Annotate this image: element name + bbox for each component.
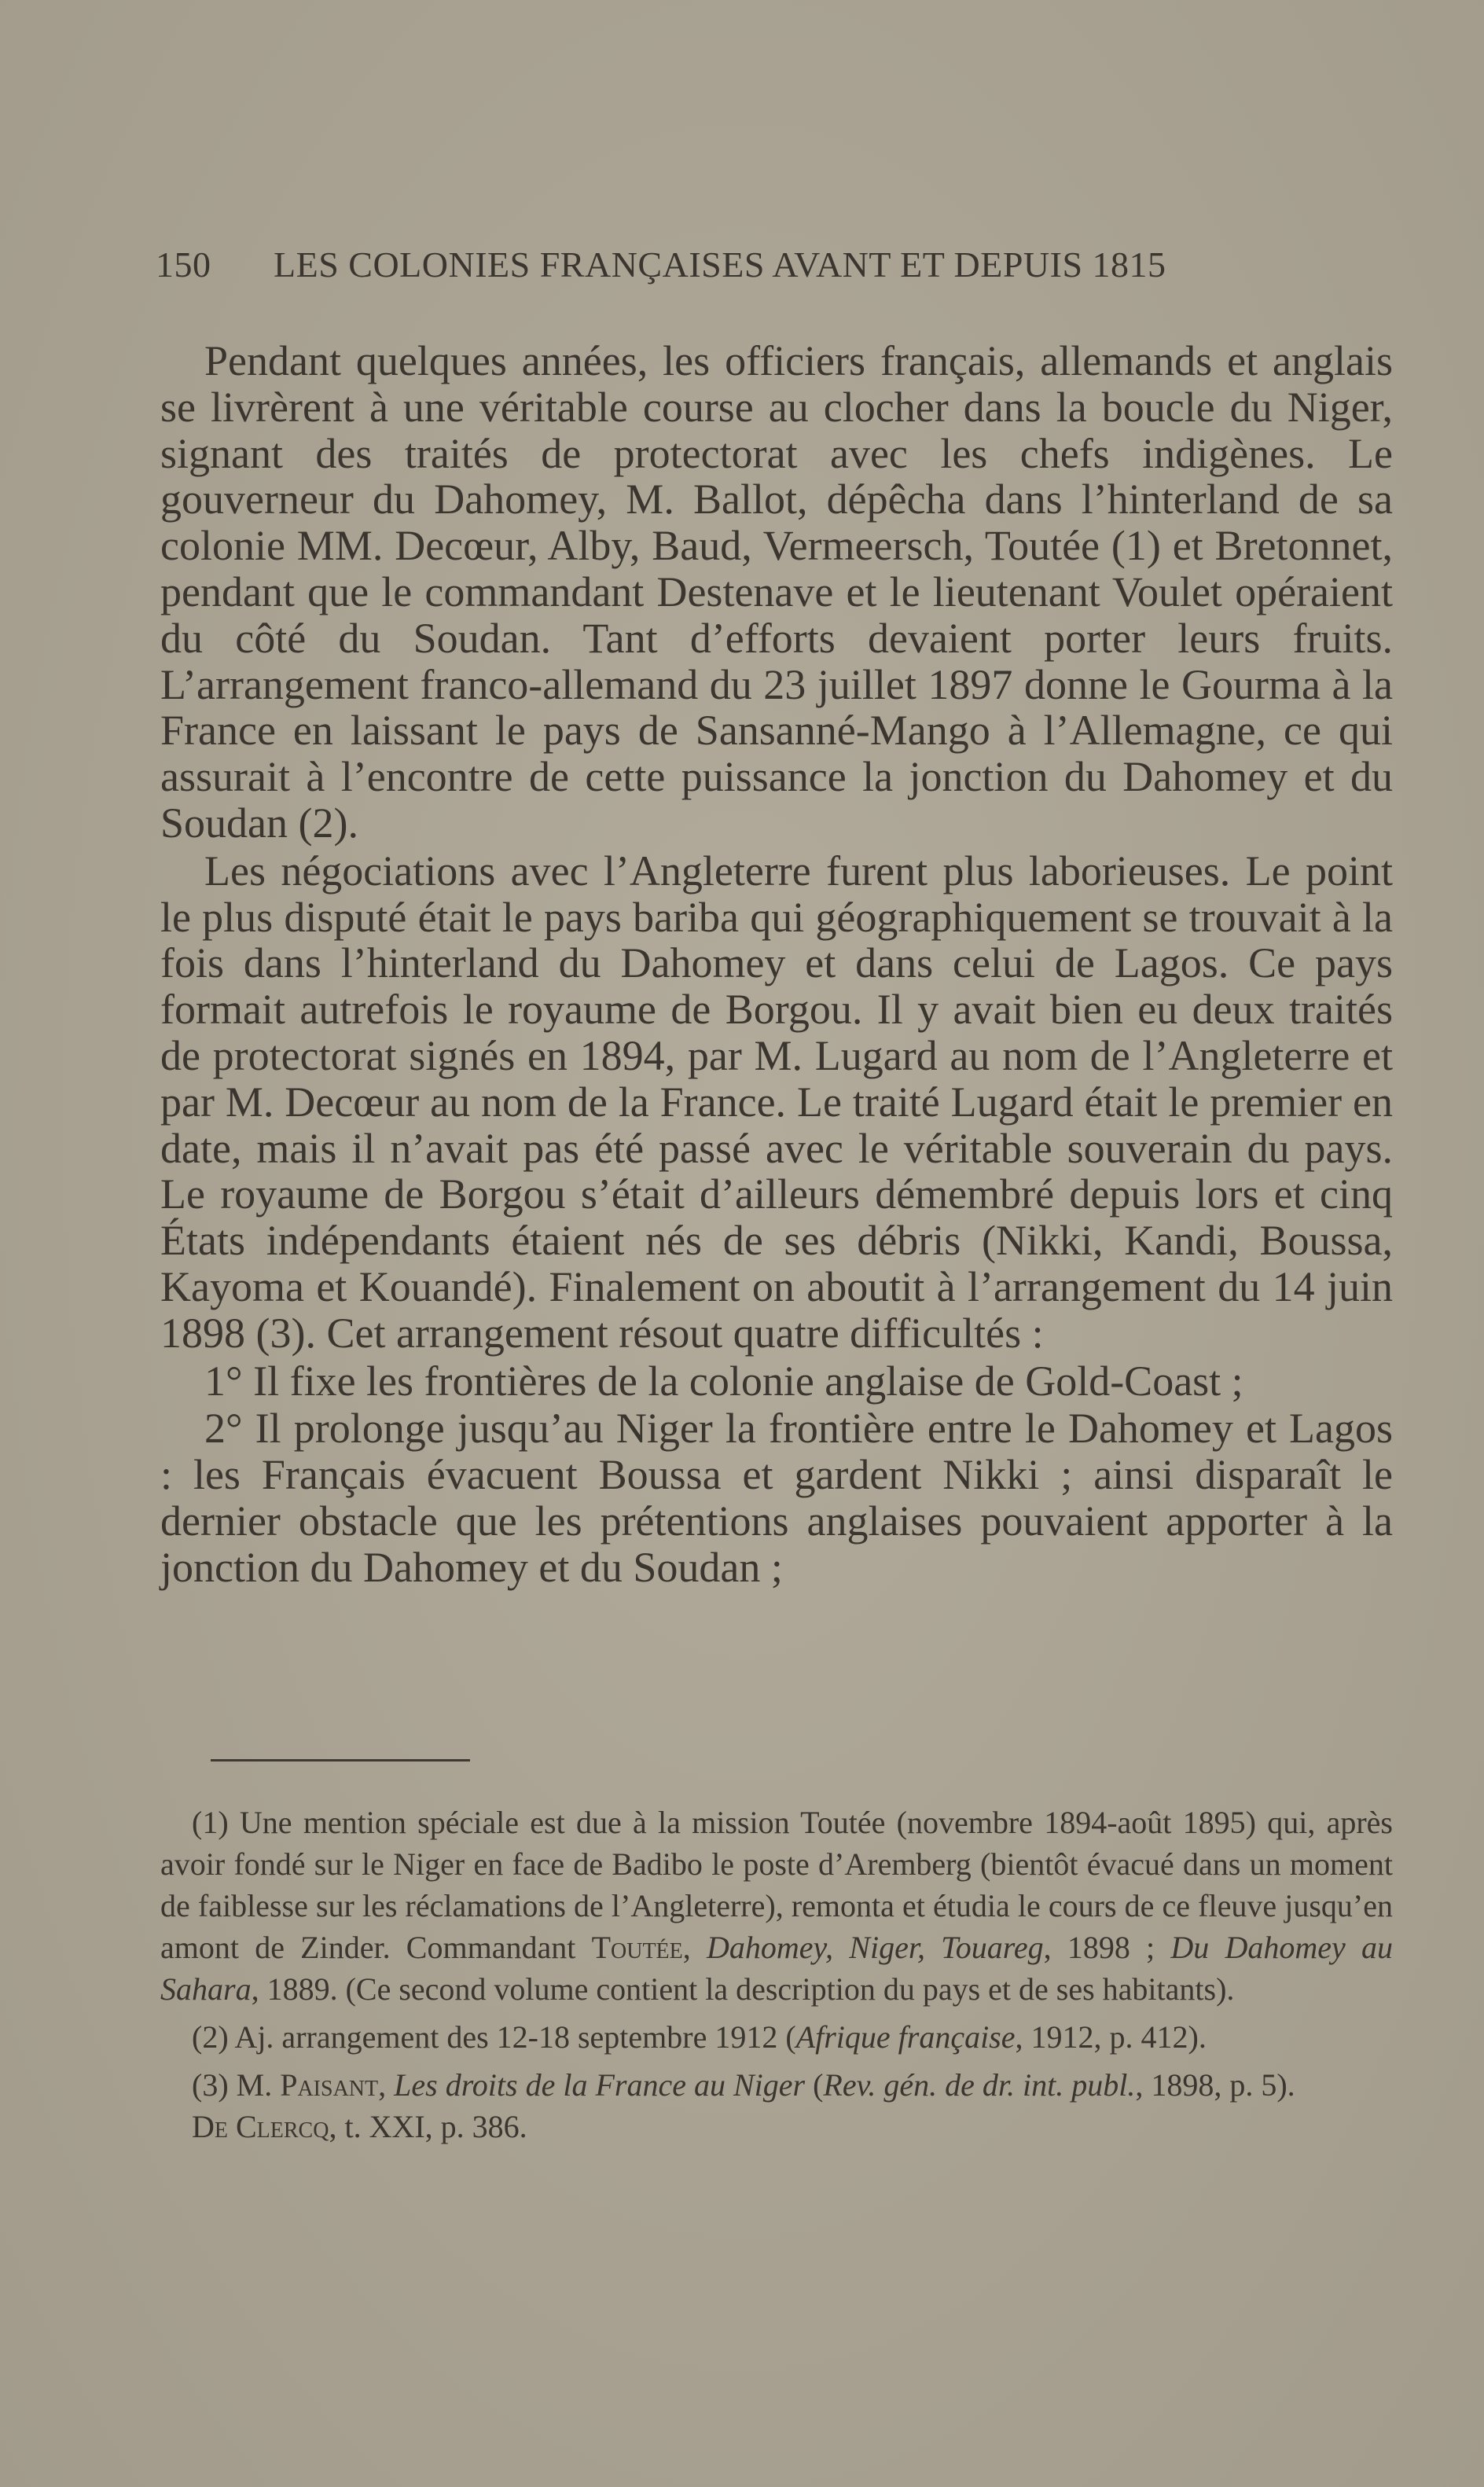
running-header (156, 244, 1311, 285)
footnote-title: Dahomey, Niger, Touareg (706, 1930, 1044, 1965)
footnote-journal: Rev. gén. de dr. int. publ. (823, 2067, 1136, 2103)
footnote-3-continued: De Clercq, t. XXI, p. 386. (192, 2109, 527, 2144)
footnote-3: (3) M. Paisant, Les droits de la France au Niger (Rev. gén. de dr. int. publ., 1898, p. 5). (192, 2067, 1295, 2103)
paragraph: 1° Il fixe les frontières de la colonie anglaise de Gold-Coast ; (204, 1357, 1243, 1405)
main-text (160, 338, 1393, 1591)
paragraph: Les négociations avec l’Angleterre furent plus laborieuses. Le point le plus disputé était le pays bariba qui géographiquement se trouvait à la fois dans l’hinterland du Dahomey et dans celui de Lagos. Ce pays formait autrefois le royaume de Borgou. Il y avait bien eu deux traités de protectorat signés en 1894, par M. Lugard au nom de l’Angleterre et par M. Decœur au nom de la France. Le traité Lugard était le premier en date, mais il n’avait pas été passé avec le véritable souverain du pays. Le royaume de Borgou s’était d’ailleurs démembré depuis lors et cinq États indépendants étaient nés de ses débris (Nikki, Kandi, Boussa, Kayoma et Kouandé). Finalement on aboutit à l’arrangement du 14 juin 1898 (3). Cet arrangement résout quatre difficultés : (160, 847, 1393, 1357)
footnote-author: Toutée (591, 1930, 683, 1965)
footnote-author: Paisant (280, 2067, 379, 2103)
running-title: LES COLONIES FRANÇAISES AVANT ET DEPUIS 1815 (274, 244, 1166, 285)
footnote-title: Les droits de la France au Niger (394, 2067, 806, 2103)
footnote-separator (211, 1759, 470, 1761)
paragraph: Pendant quelques années, les officiers français, allemands et anglais se livrèrent à une véritable course au clocher dans la boucle du Niger, signant des traités de protectorat avec les chefs indigènes. Le gouverneur du Dahomey, M. Ballot, dépêcha dans l’hinterland de sa colonie MM. Decœur, Alby, Baud, Vermeersch, Toutée (1) et Bretonnet, pendant que le commandant Destenave et le lieutenant Voulet opéraient du côté du Soudan. Tant d’efforts devaient porter leurs fruits. L’arrangement franco-allemand du 23 juillet 1897 donne le Gourma à la France en laissant le pays de Sansanné-Mango à l’Allemagne, ce qui assurait à l’encontre de cette puissance la jonction du Dahomey et du Soudan (2). (160, 337, 1393, 847)
page-number: 150 (156, 244, 211, 285)
paragraph: 2° Il prolonge jusqu’au Niger la frontière entre le Dahomey et Lagos : les Français évacuent Boussa et gardent Nikki ; ainsi disparaît le dernier obstacle que les prétentions anglaises pouvaient apporter à la jonction du Dahomey et du Soudan ; (160, 1405, 1393, 1591)
footnotes (160, 1802, 1393, 2147)
footnote-2: (2) Aj. arrangement des 12-18 septembre 1912 (Afrique française, 1912, p. 412). (192, 2019, 1207, 2055)
footnote-author: De Clercq (192, 2109, 329, 2144)
footnote-1: (1) Une mention spéciale est due à la mission Toutée (novembre 1894-août 1895) qui, après avoir fondé sur le Niger en face de Badibo le poste d’Aremberg (bientôt évacué dans un moment de faiblesse sur les réclamations de l’Angleterre), remonta et étudia le cours de ce fleuve jusqu’en amont de Zinder. Commandant Toutée, Dahomey, Niger, Touareg, 1898 ; Du Dahomey au Sahara, 1889. (Ce second volume contient la description du pays et de ses habitants). (160, 1805, 1393, 2007)
footnote-title: Du Dahomey au Sahara (160, 1930, 1393, 2007)
footnote-title: Afrique française (795, 2019, 1016, 2055)
